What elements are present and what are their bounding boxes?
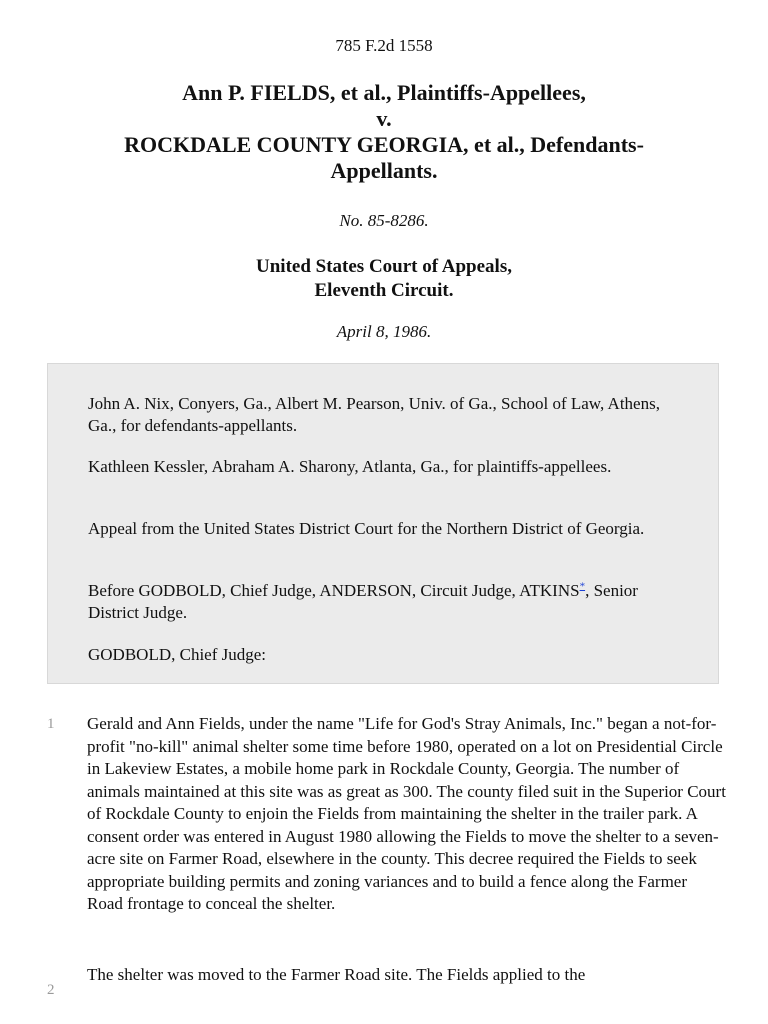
decision-date: April 8, 1986. xyxy=(336,322,432,341)
counsel-appellees: Kathleen Kessler, Abraham A. Sharony, Atlanta, Ga., for plaintiffs-appellees. xyxy=(88,457,612,476)
appeal-from: Appeal from the United States District Court for the Northern District of Georgia. xyxy=(88,519,645,538)
defendants-line: ROCKDALE COUNTY GEORGIA, et al., Defendants- xyxy=(124,132,644,157)
paragraph-number: 1 xyxy=(47,716,55,732)
versus-line: v. xyxy=(376,106,392,131)
panel-text: Before GODBOLD, Chief Judge, ANDERSON, Circuit Judge, ATKINS xyxy=(88,581,580,600)
opinion-paragraph: The shelter was moved to the Farmer Road site. The Fields applied to the xyxy=(87,965,586,984)
panel-line xyxy=(88,580,688,624)
court-name-line1: United States Court of Appeals, xyxy=(256,256,512,277)
paragraph-number: 2 xyxy=(47,982,55,998)
defendants-line-continued: Appellants. xyxy=(330,158,438,183)
counsel-appellants: John A. Nix, Conyers, Ga., Albert M. Pearson, Univ. of Ga., School of Law, Athens, Ga., for defendants-appellants. xyxy=(88,394,660,435)
opinion-author: GODBOLD, Chief Judge: xyxy=(88,645,267,664)
case-caption xyxy=(40,80,728,184)
opinion-paragraph: Gerald and Ann Fields, under the name "Life for God's Stray Animals, Inc." began a not-for-profit "no-kill" animal shelter some time before 1980, operated on a lot on Presidential Circle in Lakeview Estates, a mobile home park in Rockdale County, Georgia. The number of animals maintained at this site was as great as 300. The county filed suit in the Superior Court of Rockdale County to enjoin the Fields from maintaining the shelter in the trailer park. A consent order was entered in August 1980 allowing the Fields to move the shelter to a seven-acre site on Farmer Road, elsewhere in the county. This decree required the Fields to seek appropriate building permits and zoning variances and to build a fence along the Farmer Road frontage to conceal the shelter. xyxy=(87,714,726,913)
court-name-line2: Eleventh Circuit. xyxy=(314,280,454,301)
court-name xyxy=(0,255,768,303)
headnote-box xyxy=(47,363,719,684)
citation: 785 F.2d 1558 xyxy=(335,36,433,55)
panel-text-end: , Senior District Judge. xyxy=(88,581,638,622)
plaintiffs-line: Ann P. FIELDS, et al., Plaintiffs-Appellees, xyxy=(182,80,586,105)
docket-number: No. 85-8286. xyxy=(339,211,429,230)
footnote-link[interactable]: * xyxy=(579,580,586,593)
